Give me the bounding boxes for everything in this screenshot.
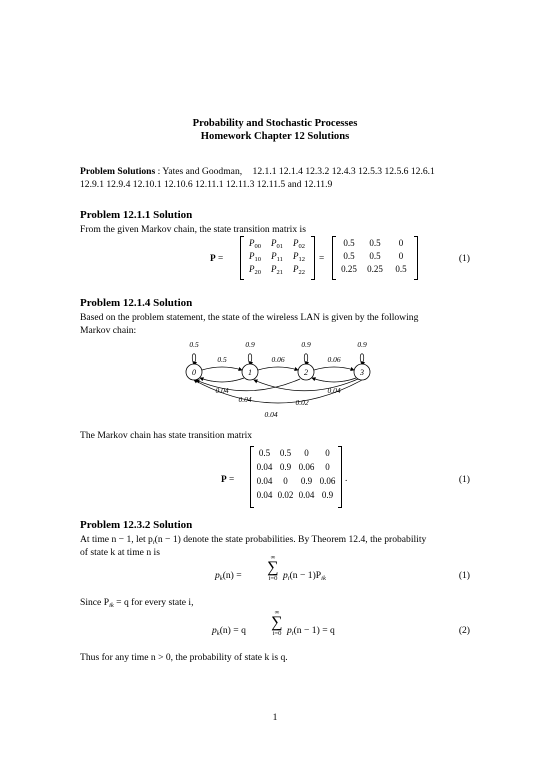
p3-eqnum1: (1): [458, 570, 470, 581]
edge-2-3: [314, 367, 354, 370]
p1-sym-cell: $P_{22}$: [293, 264, 305, 276]
p2-text2: Markov chain:: [80, 325, 137, 336]
p1-sym-cell: $P_{00}$: [249, 238, 261, 250]
markov-chain-diagram: [180, 338, 380, 420]
page-number: 1: [272, 712, 278, 723]
p2-matrix-cell: 0.06: [319, 476, 336, 486]
p1-sym-cell: $P_{11}$: [271, 251, 283, 263]
self-loop-3: [360, 354, 363, 365]
p3-text4: Thus for any time n > 0, the probability of state k is q.: [80, 652, 288, 663]
p3-sum2: ∞ ∑ i=0: [271, 609, 283, 637]
p2-period: .: [345, 474, 348, 484]
p1-num-cell: 0: [398, 251, 404, 261]
intro-label: Problem Solutions: [80, 166, 156, 177]
p3-text3: Since $P_{ik} = q$ for every state i,: [80, 597, 194, 609]
p2-matrix-cell: 0.04: [256, 476, 273, 486]
p2-matrix-label: P =: [221, 475, 235, 485]
edge-1-2: [258, 367, 298, 370]
edge-label-2-3: 0.06: [327, 355, 341, 364]
p2-matrix-cell: 0.02: [277, 490, 294, 500]
p3-eq2-lhs: $p_k(n) = q$: [212, 625, 246, 637]
p2-matrix-cell: 0: [283, 476, 288, 486]
p1-sym-cell: $P_{20}$: [249, 264, 261, 276]
edge-1-0: [200, 378, 244, 382]
p2-matrix-cell: 0.9: [279, 462, 292, 472]
self-loop-0: [192, 354, 195, 365]
p1-text: From the given Markov chain, the state transition matrix is: [80, 224, 306, 235]
p2-matrix-cell: 0.04: [298, 490, 315, 500]
p3-text2: of state k at time n is: [80, 547, 160, 558]
p3-eq1-rhs: $p_i(n - 1)P_{ik}$: [283, 570, 326, 582]
p1-sym-cell: $P_{12}$: [293, 251, 305, 263]
p3-eq2-rhs: $p_i(n - 1) = q$: [287, 625, 335, 637]
intro-line1: Problem Solutions : Yates and Goodman, 12.1.1 12.1.4 12.3.2 12.4.3 12.5.3 12.5.6 12.6.1: [80, 166, 435, 177]
p1-sym-cell: $P_{01}$: [271, 238, 283, 250]
self-loop-label-2: 0.9: [301, 340, 311, 349]
p1-sym-cell: $P_{10}$: [249, 251, 261, 263]
p1-num-bracket-right: [414, 236, 418, 280]
p2-text3: The Markov chain has state transition matrix: [80, 430, 253, 441]
p1-num-cell: 0.5: [343, 251, 355, 261]
p2-matrix-cell: 0.04: [256, 462, 273, 472]
state-label-2: 2: [304, 368, 308, 377]
p2-matrix-cell: 0.9: [321, 490, 334, 500]
p3-eq1-lhs: $p_k(n)$ =: [215, 570, 242, 582]
p2-bracket-right: [338, 446, 342, 508]
self-loop-label-1: 0.9: [245, 340, 255, 349]
edge-label-3-0: 0.04: [264, 410, 278, 419]
p3-text1: At time n − 1, let $p_i(n - 1)$ denote the state probabilities. By Theorem 12.4, the probability: [80, 534, 427, 546]
p1-num-cell: 0.25: [341, 264, 357, 274]
p1-matrix-eq: =: [319, 254, 325, 264]
self-loop-2: [304, 354, 307, 365]
doc-title-line1: Probability and Stochastic Processes: [192, 118, 358, 129]
p2-eqnum: (1): [458, 474, 470, 485]
doc-title-line2: Homework Chapter 12 Solutions: [200, 131, 350, 142]
p2-matrix-cell: 0: [325, 448, 330, 458]
edge-label-3-1: 0.02: [295, 398, 309, 407]
p2-matrix-cell: 0: [304, 448, 309, 458]
p1-num-cell: 0.5: [395, 264, 407, 274]
p3-eqnum2: (2): [458, 625, 470, 636]
edge-label-2-0: 0.04: [238, 395, 252, 404]
state-label-0: 0: [192, 368, 196, 377]
self-loop-1: [248, 354, 251, 365]
p1-sym-cell: $P_{21}$: [271, 264, 283, 276]
p1-num-cell: 0.5: [343, 238, 355, 248]
p2-matrix-cell: 0.9: [300, 476, 313, 486]
p2-matrix-cell: 0.5: [279, 448, 292, 458]
edge-label-3-2: 0.04: [327, 386, 341, 395]
edge-label-0-1: 0.5: [217, 355, 227, 364]
heading-12-3-2: Problem 12.3.2 Solution: [80, 519, 193, 531]
heading-12-1-4: Problem 12.1.4 Solution: [80, 297, 193, 309]
edge-3-1: [254, 379, 358, 391]
p1-sym-bracket-right: [311, 236, 315, 280]
p2-matrix-cell: 0.04: [256, 490, 273, 500]
self-loop-label-0: 0.5: [189, 340, 199, 349]
p1-num-cell: 0.25: [367, 264, 383, 274]
p3-sum1: ∞ ∑ i=0: [267, 554, 279, 582]
edge-label-1-2: 0.06: [271, 355, 285, 364]
state-label-3: 3: [360, 368, 364, 377]
p2-matrix-cell: 0.5: [258, 448, 271, 458]
p2-matrix-cell: 0.06: [298, 462, 315, 472]
state-label-1: 1: [248, 368, 252, 377]
edge-3-2: [312, 378, 356, 382]
p1-num-cell: 0.5: [369, 238, 381, 248]
p1-matrix-label: P =: [210, 254, 224, 264]
self-loop-label-3: 0.9: [357, 340, 367, 349]
p2-matrix-cell: 0: [325, 462, 330, 472]
intro-line2: 12.9.1 12.9.4 12.10.1 12.10.6 12.11.1 12.11.3 12.11.5 and 12.11.9: [80, 179, 333, 190]
edge-0-1: [202, 367, 242, 370]
p1-num-cell: 0.5: [369, 251, 381, 261]
edge-label-1-0: 0.04: [215, 386, 229, 395]
p1-eqnum: (1): [458, 253, 470, 264]
heading-12-1-1: Problem 12.1.1 Solution: [80, 209, 193, 221]
p1-num-cell: 0: [398, 238, 404, 248]
p1-sym-cell: $P_{02}$: [293, 238, 305, 250]
p2-text1: Based on the problem statement, the state of the wireless LAN is given by the following: [80, 312, 419, 323]
